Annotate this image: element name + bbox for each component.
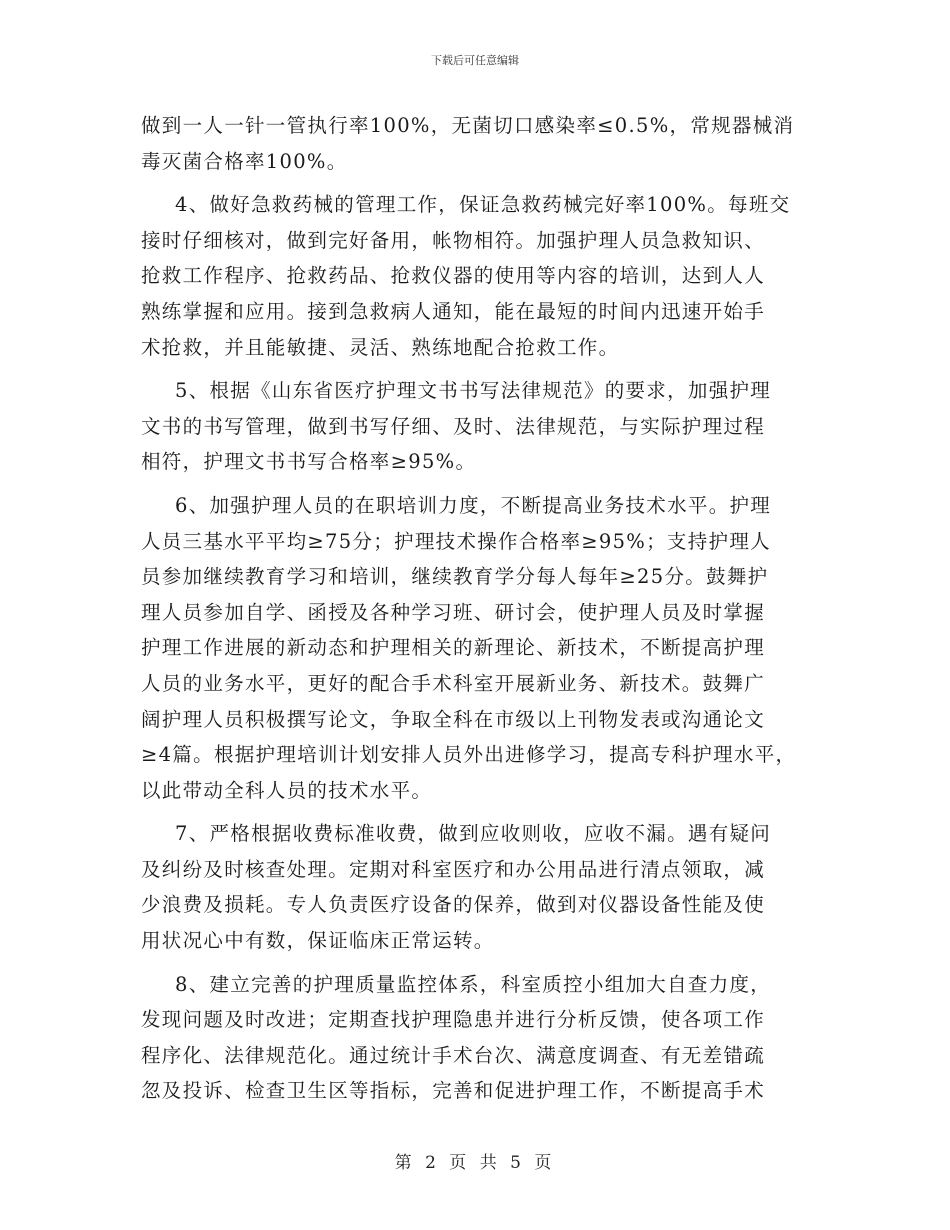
- text-line: 程序化、法律规范化。通过统计手术台次、满意度调查、有无差错疏: [141, 1043, 766, 1067]
- text-line: 护理工作进展的新动态和护理相关的新理论、新技术，不断提高护理: [141, 636, 766, 660]
- text-line: 及纠纷及时核查处理。定期对科室医疗和办公用品进行清点领取，减: [141, 857, 766, 881]
- paragraph-item-7: [141, 816, 821, 958]
- text-line: 相符，护理文书书写合格率≥95%。: [141, 450, 477, 474]
- paragraph-item-5: [141, 373, 821, 480]
- text-line: 人员的业务水平，更好的配合手术科室开展新业务、新技术。鼓舞广: [141, 671, 766, 695]
- text-line: 做到一人一针一管执行率100%，无菌切口感染率≤0.5%，常规器械消: [141, 114, 795, 137]
- page-header: 下载后可任意编辑: [431, 54, 519, 67]
- text-line: ≥4篇。根据护理培训计划安排人员外出进修学习，提高专科护理水平，: [141, 743, 797, 767]
- text-line: 阔护理人员积极撰写论文，争取全科在市级以上刊物发表或沟通论文: [141, 707, 766, 731]
- text-line: 抢救工作程序、抢救药品、抢救仪器的使用等内容的培训，达到人人: [141, 264, 766, 288]
- paragraph-item-8: [141, 967, 821, 1109]
- text-line: 人员三基水平平均≥75分；护理技术操作合格率≥95%；支持护理人: [141, 529, 771, 553]
- text-line: 8、建立完善的护理质量监控体系，科室质控小组加大自查力度，: [175, 972, 772, 996]
- paragraph-item-4: [141, 187, 821, 365]
- text-line: 7、严格根据收费标准收费，做到应收则收，应收不漏。遇有疑问: [175, 822, 772, 846]
- text-line: 用状况心中有数，保证临床正常运转。: [141, 929, 495, 953]
- text-line: 毒灭菌合格率100%。: [141, 149, 348, 173]
- text-line: 接时仔细核对，做到完好备用，帐物相符。加强护理人员急救知识、: [141, 228, 766, 252]
- text-line: 4、做好急救药械的管理工作，保证急救药械完好率100%。每班交: [175, 193, 791, 217]
- text-line: 发现问题及时改进；定期查找护理隐患并进行分析反馈，使各项工作: [141, 1008, 766, 1032]
- text-line: 5、根据《山东省医疗护理文书书写法律规范》的要求，加强护理: [175, 379, 772, 403]
- page-number: 第 2 页 共 5 页: [394, 1153, 556, 1173]
- text-line: 熟练掌握和应用。接到急救病人通知，能在最短的时间内迅速开始手: [141, 299, 766, 323]
- document-body: [141, 108, 821, 1109]
- paragraph-item-6: [141, 488, 821, 808]
- text-line: 文书的书写管理，做到书写仔细、及时、法律规范，与实际护理过程: [141, 414, 766, 438]
- text-line: 忽及投诉、检查卫生区等指标，完善和促进护理工作，不断提高手术: [141, 1079, 766, 1103]
- text-line: 6、加强护理人员的在职培训力度，不断提高业务技术水平。护理: [175, 493, 772, 517]
- text-line: 员参加继续教育学习和培训，继续教育学分每人每年≥25分。鼓舞护: [141, 565, 769, 589]
- text-line: 理人员参加自学、函授及各种学习班、研讨会，使护理人员及时掌握: [141, 600, 766, 624]
- text-line: 少浪费及损耗。专人负责医疗设备的保养，做到对仪器设备性能及使: [141, 893, 766, 917]
- paragraph-continuation: [141, 108, 821, 179]
- text-line: 以此带动全科人员的技术水平。: [141, 778, 433, 802]
- text-line: 术抢救，并且能敏捷、灵活、熟练地配合抢救工作。: [141, 335, 620, 359]
